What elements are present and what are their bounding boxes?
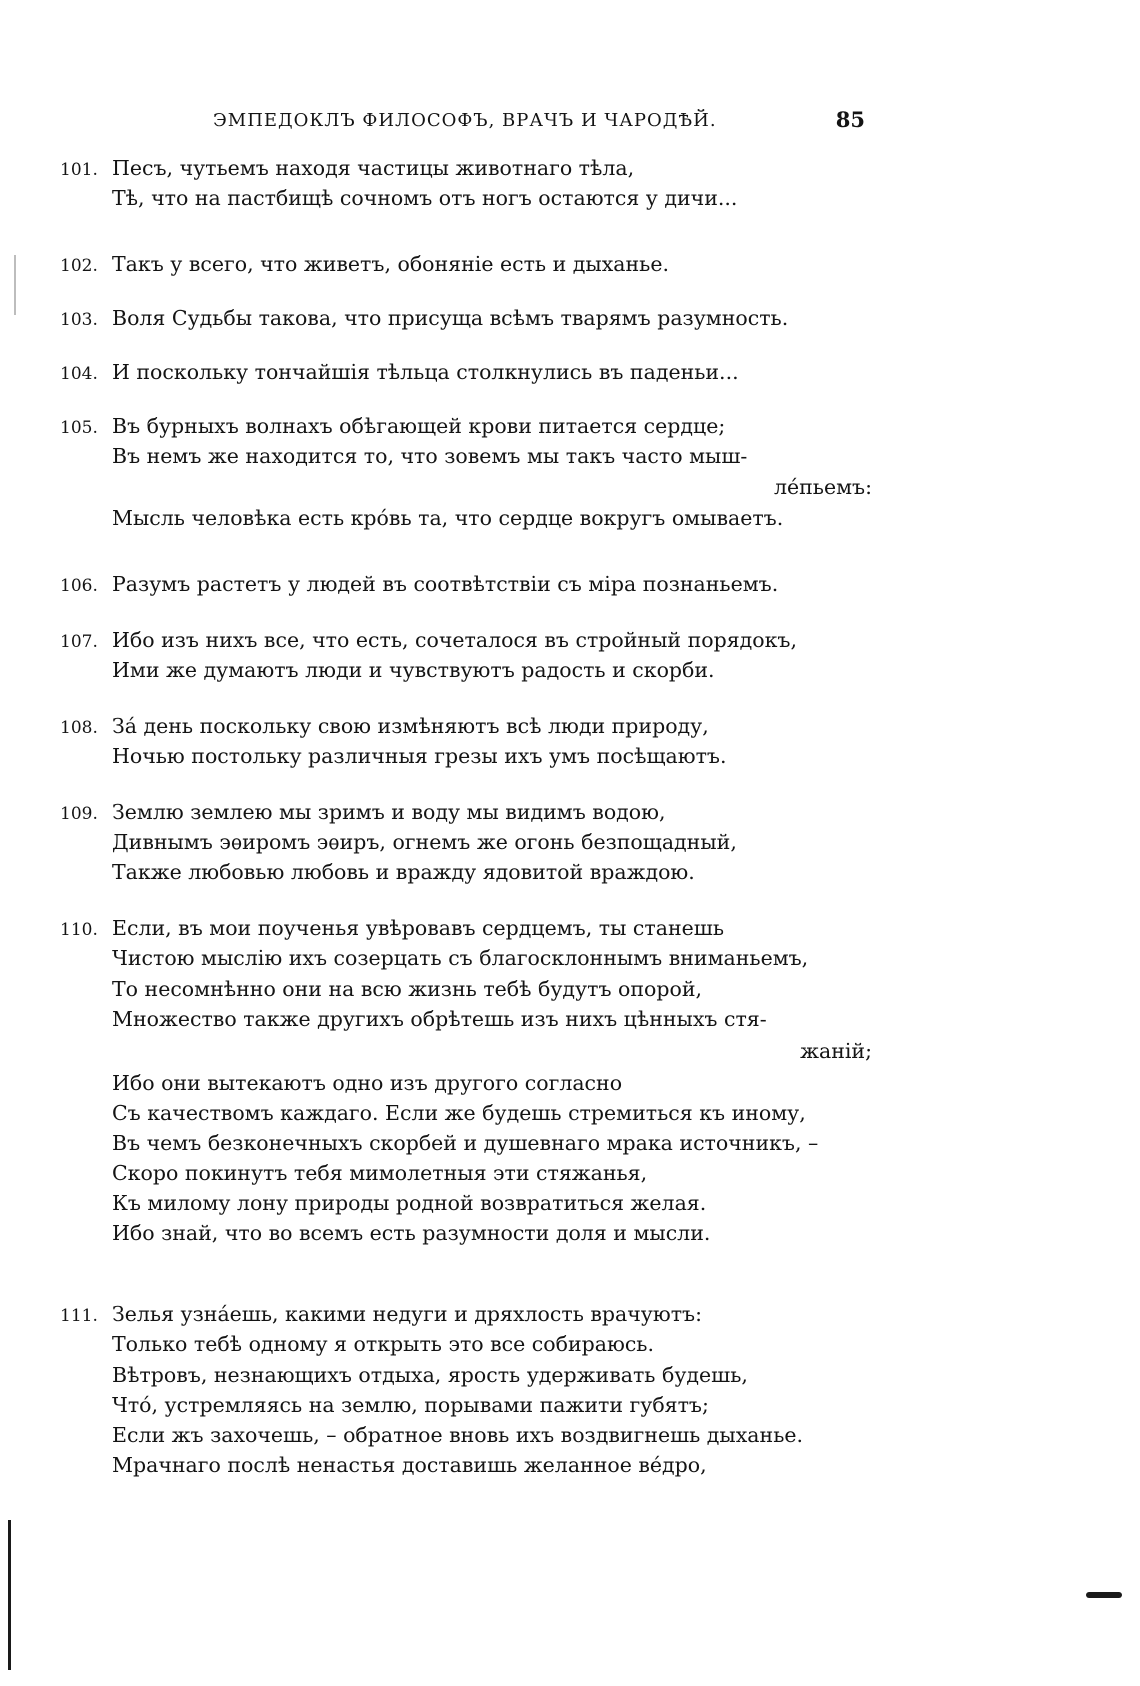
verse-line: Ибо знай, что во всемъ есть разумности доля и мысли. xyxy=(112,1221,711,1245)
scan-smudge-mark xyxy=(1086,1592,1122,1598)
stanza-number: 101. xyxy=(60,160,98,180)
stanza-number: 105. xyxy=(60,418,98,438)
stanza-number: 108. xyxy=(60,718,98,738)
stanza-number: 103. xyxy=(60,310,98,330)
running-title: ЭМПЕДОКЛЪ ФИЛОСОФЪ, ВРАЧЪ И ЧАРОДѢЙ. xyxy=(213,110,717,131)
verse-line: Съ качествомъ каждаго. Если же будешь стремиться къ иному, xyxy=(112,1101,806,1125)
verse-line: Если, въ мои поученья увѣровавъ сердцемъ, ты станешь xyxy=(112,916,724,940)
scan-edge-mark xyxy=(8,1520,11,1670)
verse-line: Песъ, чутьемъ находя частицы животнаго тѣла, xyxy=(112,156,635,180)
page-header xyxy=(185,107,865,140)
page-number: 85 xyxy=(835,107,865,132)
verse-line: То несомнѣнно они на всю жизнь тебѣ будутъ опорой, xyxy=(112,977,702,1001)
verse-line: Такъ у всего, что живетъ, обоняніе есть и дыханье. xyxy=(112,252,669,276)
verse-line: Скоро покинутъ тебя мимолетныя эти стяжанья, xyxy=(112,1161,648,1185)
stanza-number: 110. xyxy=(60,920,98,940)
verse-line: Также любовью любовь и вражду ядовитой враждою. xyxy=(112,860,695,884)
verse-line: Если жъ захочешь, – обратное вновь ихъ воздвигнешь дыханье. xyxy=(112,1423,804,1447)
verse-line: Ими же думаютъ люди и чувствуютъ радость и скорби. xyxy=(112,658,715,682)
verse-line: Вѣтровъ, незнающихъ отдыха, ярость удерживать будешь, xyxy=(112,1363,748,1387)
verse-line: Ибо они вытекаютъ одно изъ другого согласно xyxy=(112,1071,623,1095)
verse-line: Мысль человѣка есть кро́вь та, что сердце вокругъ омываетъ. xyxy=(112,506,784,530)
verse-line: Въ чемъ безконечныхъ скорбей и душевнаго мрака источникъ, – xyxy=(112,1131,819,1155)
verse-line: Разумъ растетъ у людей въ соотвѣтствіи съ міра познаньемъ. xyxy=(112,572,779,596)
verse-line: Что́, устремляясь на землю, порывами пажити губятъ; xyxy=(112,1393,709,1417)
verse-line: Въ немъ же находится то, что зовемъ мы такъ часто мыш- xyxy=(112,444,748,468)
verse-line-continuation: жаній; xyxy=(800,1039,872,1063)
verse-line: Тѣ, что на пастбищѣ сочномъ отъ ногъ остаются у дичи... xyxy=(112,186,738,210)
stanza-number: 109. xyxy=(60,804,98,824)
stanza-number: 106. xyxy=(60,576,98,596)
verse-line: Въ бурныхъ волнахъ обѣгающей крови питается сердце; xyxy=(112,414,726,438)
verse-line: Мрачнаго послѣ ненастья доставишь желанное ве́дро, xyxy=(112,1453,707,1477)
stanza-number: 104. xyxy=(60,364,98,384)
stanza-number: 111. xyxy=(60,1306,98,1326)
verse-line: Воля Судьбы такова, что присуща всѣмъ тварямъ разумность. xyxy=(112,306,789,330)
stanza-number: 107. xyxy=(60,632,98,652)
verse-line: Зелья узна́ешь, какими недуги и дряхлость врачуютъ: xyxy=(112,1302,703,1326)
verse-line: Ибо изъ нихъ все, что есть, сочеталося въ стройный порядокъ, xyxy=(112,628,797,652)
verse-line: Только тебѣ одному я открыть это все собираюсь. xyxy=(112,1332,654,1356)
verse-line: И поскольку тончайшія тѣльца столкнулись въ паденьи... xyxy=(112,360,739,384)
verse-line: Дивнымъ эѳиромъ эѳиръ, огнемъ же огонь безпощадный, xyxy=(112,830,737,854)
scan-edge-mark xyxy=(14,255,16,315)
verse-line: Землю землею мы зримъ и воду мы видимъ водою, xyxy=(112,800,666,824)
verse-line: Ночью постольку различныя грезы ихъ умъ посѣщаютъ. xyxy=(112,744,727,768)
verse-line: Множество также другихъ обрѣтешь изъ нихъ цѣнныхъ стя- xyxy=(112,1007,767,1031)
verse-line: Къ милому лону природы родной возвратиться желая. xyxy=(112,1191,707,1215)
verse-line: Чистою мыслію ихъ созерцать съ благосклоннымъ вниманьемъ, xyxy=(112,946,809,970)
stanza-number: 102. xyxy=(60,256,98,276)
verse-line-continuation: ле́пьемъ: xyxy=(773,475,872,499)
verse-line: За́ день поскольку свою измѣняютъ всѣ люди природу, xyxy=(112,714,709,738)
